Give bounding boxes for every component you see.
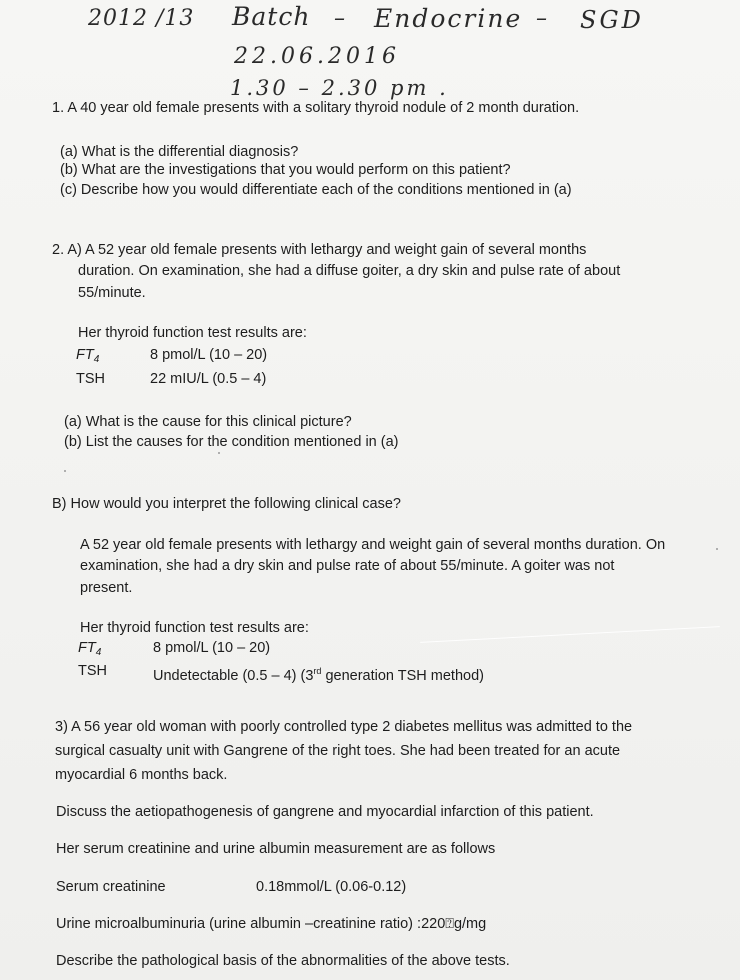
q2a-tsh-value: 22 mIU/L (0.5 – 4) (150, 371, 267, 387)
q2b-tsh-superscript: rd (313, 666, 322, 676)
q2b-ft4-subscript: 4 (95, 647, 102, 658)
q2b-case-line1: A 52 year old female presents with lethargy and weight gain of several months duration. On (80, 537, 666, 553)
q2b-ft4-label-text: FT (78, 640, 96, 656)
q2a-tft-intro: Her thyroid function test results are: (78, 325, 307, 341)
scan-speck (716, 548, 718, 550)
q2a-ft4-subscript: 4 (93, 354, 100, 365)
q1-part-b: (b) What are the investigations that you would perform on this patient? (60, 162, 511, 178)
header-date: 22.06.2016 (234, 44, 400, 69)
q2a-part-b: (b) List the causes for the condition mentioned in (a) (64, 434, 399, 450)
header-batch-word: Batch (232, 2, 311, 31)
header-session-type: SGD (580, 6, 644, 34)
q3-stem-line2: surgical casualty unit with Gangrene of the right toes. She had been treated for an acute (55, 743, 621, 759)
header-batch-year: 2012 /13 (88, 6, 195, 31)
header-dash-1: – (334, 6, 346, 31)
q2a-tsh-label: TSH (76, 371, 105, 387)
q3-describe: Describe the pathological basis of the abnormalities of the above tests. (56, 953, 510, 969)
q2a-stem-line2: duration. On examination, she had a diffuse goiter, a dry skin and pulse rate of about (78, 263, 621, 279)
q2a-stem-line1: 2. A) A 52 year old female presents with lethargy and weight gain of several months (52, 242, 587, 258)
q3-discuss: Discuss the aetiopathogenesis of gangrene and myocardial infarction of this patient. (56, 804, 594, 820)
q2b-stem: B) How would you interpret the following clinical case? (52, 496, 401, 512)
q3-creatinine-value: 0.18mmol/L (0.06-0.12) (256, 879, 407, 895)
q2a-ft4-value: 8 pmol/L (10 – 20) (150, 347, 268, 363)
q2a-ft4-label-text: FT (76, 347, 94, 363)
header-time: 1.30 – 2.30 pm . (230, 76, 449, 100)
q3-urine-albumin: Urine microalbuminuria (urine albumin –creatinine ratio) :220⍰g/mg (56, 916, 487, 932)
q1-stem: 1. A 40 year old female presents with a solitary thyroid nodule of 2 month duration. (52, 100, 580, 116)
q2b-case-line3: present. (80, 580, 133, 596)
scan-speck (64, 470, 66, 472)
q3-intro: Her serum creatinine and urine albumin measurement are as follows (56, 841, 496, 857)
q2b-tsh-value-main: Undetectable (0.5 – 4) (3 (153, 668, 314, 684)
q2a-ft4-label (76, 345, 99, 370)
header-dash-2: – (536, 6, 548, 31)
scan-speck (218, 452, 220, 454)
q2b-ft4-label (78, 638, 101, 663)
q1-part-a: (a) What is the differential diagnosis? (60, 144, 299, 160)
q2a-part-a: (a) What is the cause for this clinical picture? (64, 414, 352, 430)
q2b-tft-intro: Her thyroid function test results are: (80, 620, 309, 636)
q2b-tsh-value (153, 661, 484, 686)
header-topic: Endocrine (374, 4, 523, 33)
q2b-case-line2: examination, she had a dry skin and pulse rate of about 55/minute. A goiter was not (80, 558, 615, 574)
q2a-stem-line3: 55/minute. (78, 285, 146, 301)
q2b-tsh-label: TSH (78, 663, 107, 679)
q2b-ft4-value: 8 pmol/L (10 – 20) (153, 640, 271, 656)
q1-part-c: (c) Describe how you would differentiate each of the conditions mentioned in (a) (60, 182, 572, 198)
scan-scratch-mark (420, 626, 720, 643)
q3-creatinine-label: Serum creatinine (56, 879, 166, 895)
q3-stem-line1: 3) A 56 year old woman with poorly controlled type 2 diabetes mellitus was admitted to the (55, 719, 633, 735)
q2b-tsh-value-tail: generation TSH method) (321, 668, 484, 684)
q3-stem-line3: myocardial 6 months back. (55, 767, 228, 783)
